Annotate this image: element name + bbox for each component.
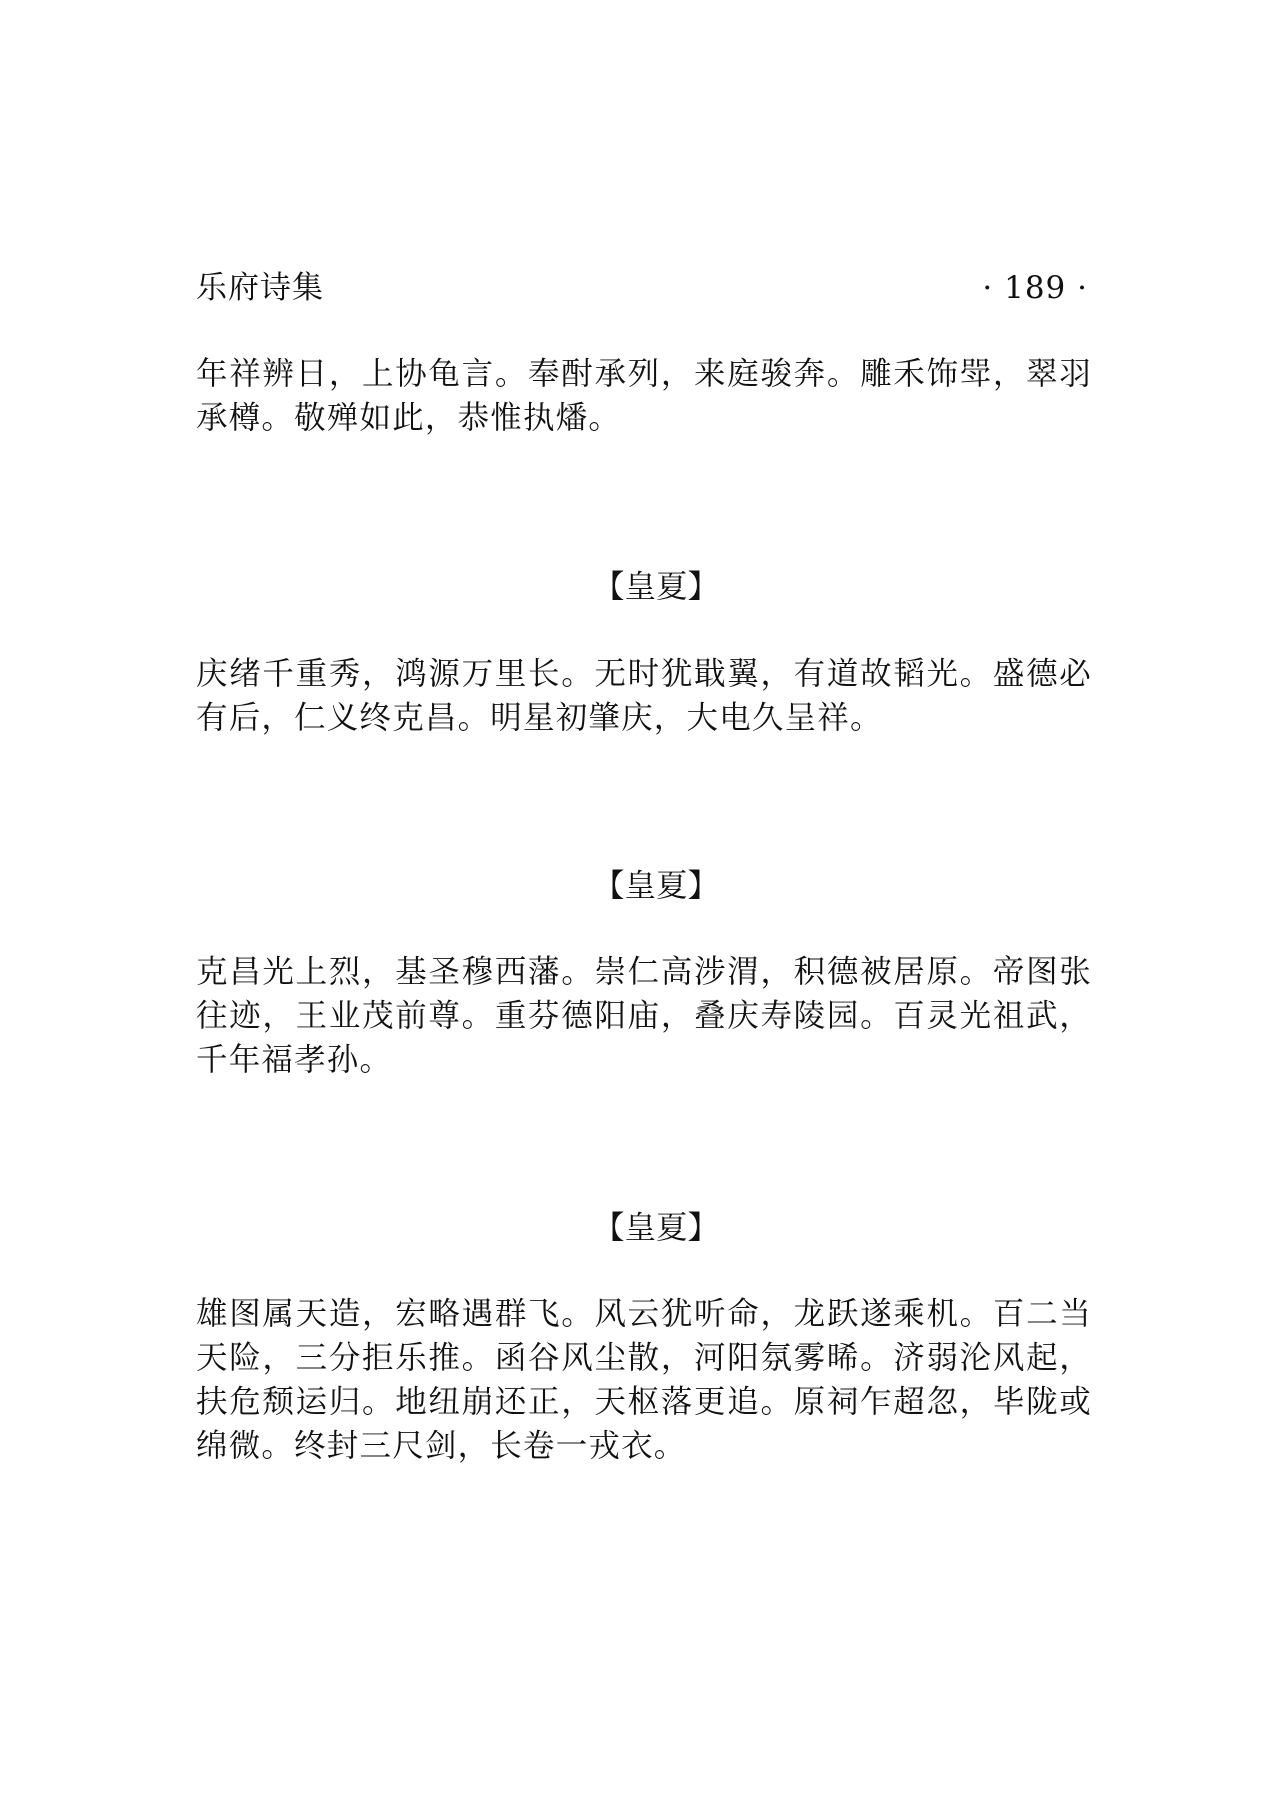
verse-paragraph: 雄图属天造，宏略遇群飞。风云犹听命，龙跃遂乘机。百二当天险，三分拒乐推。函谷风尘散，河阳氛雾晞。济弱沦风起，扶危颓运归。地纽崩还正，天枢落更追。原祠乍超忽，毕陇或绵微。终封三尺剑，长卷一戎衣。 xyxy=(196,1296,1092,1464)
section-heading-label: 【皇夏】 xyxy=(592,868,719,904)
section-heading-label: 【皇夏】 xyxy=(592,1210,719,1246)
section-heading-label: 【皇夏】 xyxy=(592,569,719,605)
verse-paragraph: 克昌光上烈，基圣穆西藩。崇仁高涉渭，积德被居原。帝图张往迹，王业茂前尊。重芬德阳庙，叠庆寿陵园。百灵光祖武，千年福孝孙。 xyxy=(196,954,1092,1078)
running-header xyxy=(196,268,1088,308)
book-title: 乐府诗集 xyxy=(196,270,324,306)
page-number: · 189 · xyxy=(982,270,1088,306)
section-heading xyxy=(196,864,1092,908)
verse-paragraph: 年祥辨日，上协龟言。奉酎承列，来庭骏奔。雕禾饰斝，翠羽承樽。敬殚如此，恭惟执燔。 xyxy=(196,356,1092,436)
verse-paragraph: 庆绪千重秀，鸿源万里长。无时犹戢翼，有道故韬光。盛德必有后，仁义终克昌。明星初肇庆，大电久呈祥。 xyxy=(196,656,1092,736)
section-heading xyxy=(196,1206,1092,1250)
section-heading xyxy=(196,565,1092,609)
